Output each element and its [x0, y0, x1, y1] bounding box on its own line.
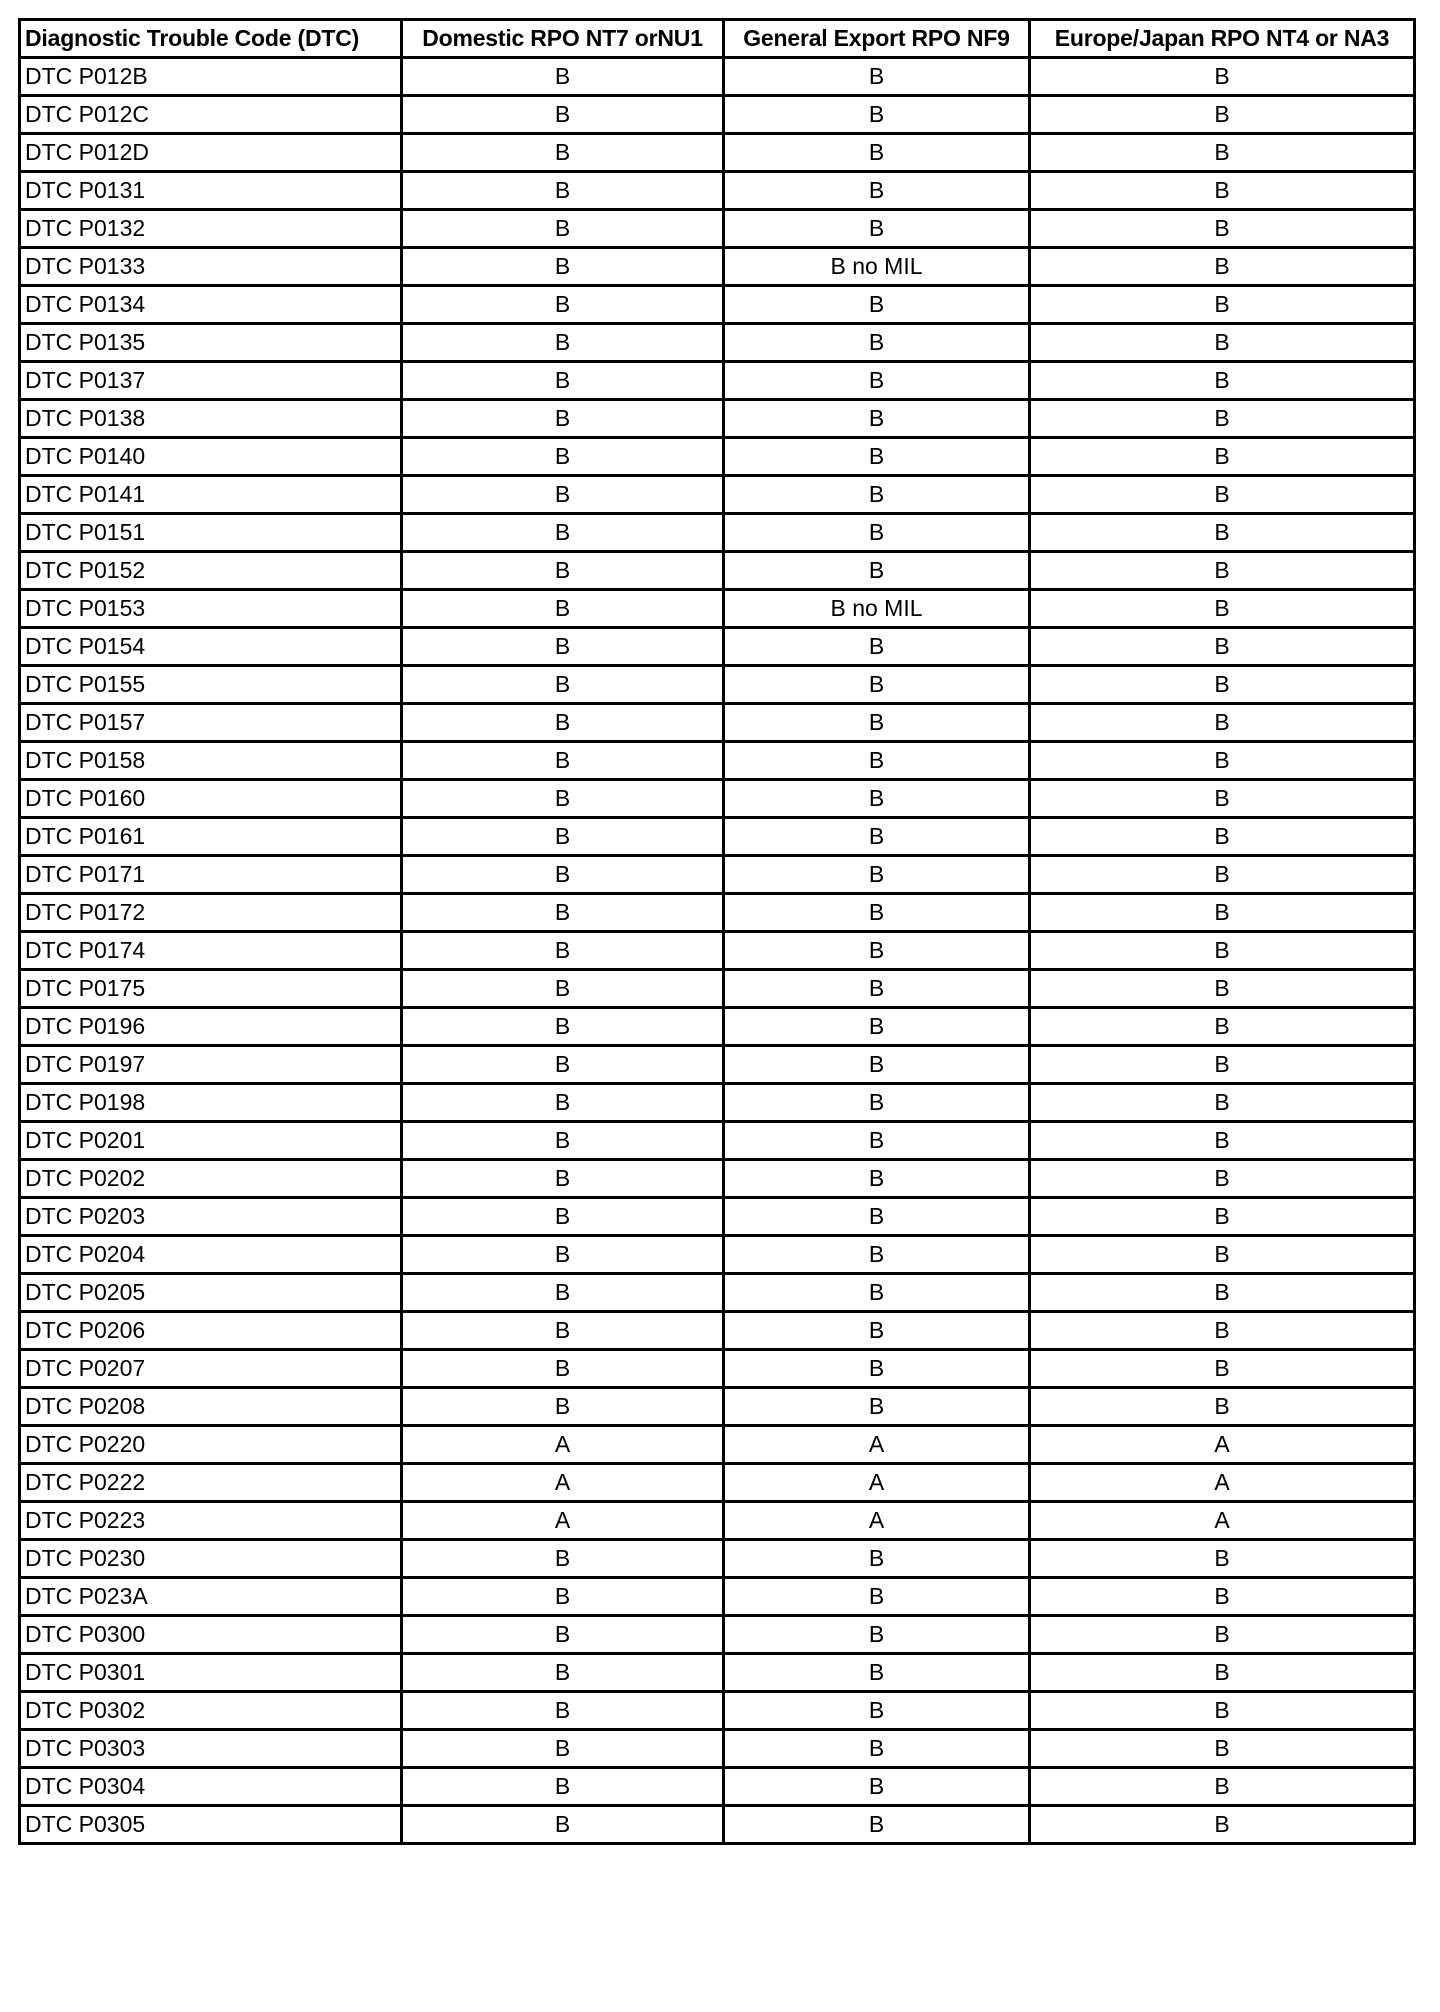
- dtc-code-cell: DTC P0138: [20, 400, 402, 438]
- europe-japan-cell: B: [1030, 324, 1415, 362]
- domestic-cell: B: [402, 1008, 724, 1046]
- dtc-code-cell: DTC P0304: [20, 1768, 402, 1806]
- europe-japan-cell: B: [1030, 514, 1415, 552]
- general-export-cell: B: [724, 742, 1030, 780]
- table-row: [20, 362, 1415, 400]
- dtc-code-cell: DTC P0302: [20, 1692, 402, 1730]
- table-row: [20, 1654, 1415, 1692]
- table-row: [20, 1160, 1415, 1198]
- dtc-code-cell: DTC P0305: [20, 1806, 402, 1844]
- europe-japan-cell: A: [1030, 1464, 1415, 1502]
- general-export-cell: B: [724, 1084, 1030, 1122]
- table-row: [20, 1274, 1415, 1312]
- general-export-cell: B: [724, 1540, 1030, 1578]
- europe-japan-cell: B: [1030, 1046, 1415, 1084]
- europe-japan-cell: B: [1030, 476, 1415, 514]
- table-row: [20, 248, 1415, 286]
- general-export-cell: B: [724, 172, 1030, 210]
- dtc-code-cell: DTC P0207: [20, 1350, 402, 1388]
- dtc-code-cell: DTC P0174: [20, 932, 402, 970]
- domestic-cell: B: [402, 58, 724, 96]
- dtc-code-cell: DTC P0204: [20, 1236, 402, 1274]
- header-row: [20, 20, 1415, 58]
- europe-japan-cell: B: [1030, 1312, 1415, 1350]
- europe-japan-cell: B: [1030, 1198, 1415, 1236]
- dtc-code-cell: DTC P0171: [20, 856, 402, 894]
- domestic-cell: B: [402, 286, 724, 324]
- general-export-cell: B: [724, 1274, 1030, 1312]
- dtc-code-cell: DTC P0206: [20, 1312, 402, 1350]
- table-row: [20, 1806, 1415, 1844]
- table-row: [20, 894, 1415, 932]
- domestic-cell: B: [402, 96, 724, 134]
- domestic-cell: B: [402, 1654, 724, 1692]
- dtc-code-cell: DTC P0154: [20, 628, 402, 666]
- domestic-cell: B: [402, 1160, 724, 1198]
- dtc-code-cell: DTC P023A: [20, 1578, 402, 1616]
- domestic-cell: B: [402, 856, 724, 894]
- table-row: [20, 932, 1415, 970]
- table-row: [20, 286, 1415, 324]
- general-export-cell: B: [724, 58, 1030, 96]
- dtc-code-cell: DTC P0222: [20, 1464, 402, 1502]
- domestic-cell: B: [402, 894, 724, 932]
- table-row: [20, 324, 1415, 362]
- general-export-cell: B: [724, 1236, 1030, 1274]
- dtc-code-cell: DTC P0205: [20, 1274, 402, 1312]
- europe-japan-cell: B: [1030, 780, 1415, 818]
- domestic-cell: B: [402, 590, 724, 628]
- domestic-cell: B: [402, 666, 724, 704]
- domestic-cell: A: [402, 1426, 724, 1464]
- europe-japan-cell: B: [1030, 438, 1415, 476]
- europe-japan-cell: A: [1030, 1426, 1415, 1464]
- dtc-code-cell: DTC P0230: [20, 1540, 402, 1578]
- general-export-cell: B: [724, 856, 1030, 894]
- domestic-cell: B: [402, 210, 724, 248]
- general-export-cell: B: [724, 932, 1030, 970]
- dtc-code-cell: DTC P0208: [20, 1388, 402, 1426]
- table-row: [20, 476, 1415, 514]
- table-row: [20, 628, 1415, 666]
- table-header: [20, 20, 1415, 58]
- general-export-cell: B no MIL: [724, 248, 1030, 286]
- header-europe-japan: Europe/Japan RPO NT4 or NA3: [1030, 20, 1415, 58]
- dtc-code-cell: DTC P0137: [20, 362, 402, 400]
- europe-japan-cell: B: [1030, 1806, 1415, 1844]
- table-row: [20, 856, 1415, 894]
- dtc-code-cell: DTC P0172: [20, 894, 402, 932]
- domestic-cell: B: [402, 1730, 724, 1768]
- table-row: [20, 704, 1415, 742]
- europe-japan-cell: B: [1030, 856, 1415, 894]
- table-row: [20, 1616, 1415, 1654]
- table-row: [20, 1198, 1415, 1236]
- table-row: [20, 1388, 1415, 1426]
- dtc-code-cell: DTC P012C: [20, 96, 402, 134]
- general-export-cell: B: [724, 704, 1030, 742]
- domestic-cell: B: [402, 1692, 724, 1730]
- general-export-cell: B: [724, 552, 1030, 590]
- general-export-cell: B: [724, 1388, 1030, 1426]
- europe-japan-cell: A: [1030, 1502, 1415, 1540]
- general-export-cell: B: [724, 1730, 1030, 1768]
- domestic-cell: A: [402, 1502, 724, 1540]
- table-row: [20, 1464, 1415, 1502]
- dtc-code-cell: DTC P012D: [20, 134, 402, 172]
- domestic-cell: B: [402, 628, 724, 666]
- dtc-code-cell: DTC P0152: [20, 552, 402, 590]
- domestic-cell: B: [402, 134, 724, 172]
- europe-japan-cell: B: [1030, 210, 1415, 248]
- general-export-cell: B: [724, 1692, 1030, 1730]
- dtc-code-cell: DTC P0151: [20, 514, 402, 552]
- general-export-cell: B: [724, 666, 1030, 704]
- dtc-code-cell: DTC P0157: [20, 704, 402, 742]
- domestic-cell: B: [402, 1122, 724, 1160]
- dtc-code-cell: DTC P012B: [20, 58, 402, 96]
- dtc-code-cell: DTC P0135: [20, 324, 402, 362]
- domestic-cell: B: [402, 476, 724, 514]
- domestic-cell: B: [402, 1084, 724, 1122]
- general-export-cell: B: [724, 818, 1030, 856]
- table-row: [20, 134, 1415, 172]
- table-row: [20, 970, 1415, 1008]
- table-row: [20, 1084, 1415, 1122]
- general-export-cell: A: [724, 1426, 1030, 1464]
- europe-japan-cell: B: [1030, 552, 1415, 590]
- dtc-code-cell: DTC P0133: [20, 248, 402, 286]
- table-row: [20, 742, 1415, 780]
- general-export-cell: B: [724, 780, 1030, 818]
- domestic-cell: B: [402, 514, 724, 552]
- domestic-cell: B: [402, 1312, 724, 1350]
- general-export-cell: B: [724, 286, 1030, 324]
- header-general-export: General Export RPO NF9: [724, 20, 1030, 58]
- general-export-cell: B no MIL: [724, 590, 1030, 628]
- europe-japan-cell: B: [1030, 1692, 1415, 1730]
- general-export-cell: B: [724, 96, 1030, 134]
- general-export-cell: B: [724, 400, 1030, 438]
- general-export-cell: B: [724, 134, 1030, 172]
- domestic-cell: B: [402, 1616, 724, 1654]
- europe-japan-cell: B: [1030, 1160, 1415, 1198]
- europe-japan-cell: B: [1030, 1578, 1415, 1616]
- dtc-code-cell: DTC P0131: [20, 172, 402, 210]
- table-row: [20, 1312, 1415, 1350]
- general-export-cell: B: [724, 1122, 1030, 1160]
- table-body: [20, 58, 1415, 1844]
- general-export-cell: B: [724, 970, 1030, 1008]
- europe-japan-cell: B: [1030, 134, 1415, 172]
- general-export-cell: B: [724, 1008, 1030, 1046]
- dtc-code-cell: DTC P0161: [20, 818, 402, 856]
- table-row: [20, 818, 1415, 856]
- europe-japan-cell: B: [1030, 894, 1415, 932]
- general-export-cell: B: [724, 1578, 1030, 1616]
- table-row: [20, 1768, 1415, 1806]
- dtc-code-cell: DTC P0158: [20, 742, 402, 780]
- domestic-cell: B: [402, 932, 724, 970]
- header-domestic: Domestic RPO NT7 orNU1: [402, 20, 724, 58]
- domestic-cell: B: [402, 780, 724, 818]
- general-export-cell: B: [724, 1312, 1030, 1350]
- dtc-code-cell: DTC P0220: [20, 1426, 402, 1464]
- table-row: [20, 1730, 1415, 1768]
- europe-japan-cell: B: [1030, 742, 1415, 780]
- dtc-code-cell: DTC P0132: [20, 210, 402, 248]
- dtc-code-cell: DTC P0155: [20, 666, 402, 704]
- general-export-cell: B: [724, 514, 1030, 552]
- domestic-cell: B: [402, 362, 724, 400]
- general-export-cell: B: [724, 1350, 1030, 1388]
- table-row: [20, 1350, 1415, 1388]
- table-row: [20, 438, 1415, 476]
- dtc-code-cell: DTC P0223: [20, 1502, 402, 1540]
- europe-japan-cell: B: [1030, 1350, 1415, 1388]
- domestic-cell: B: [402, 1274, 724, 1312]
- general-export-cell: B: [724, 894, 1030, 932]
- general-export-cell: B: [724, 1806, 1030, 1844]
- domestic-cell: B: [402, 552, 724, 590]
- europe-japan-cell: B: [1030, 172, 1415, 210]
- general-export-cell: B: [724, 1160, 1030, 1198]
- domestic-cell: B: [402, 1388, 724, 1426]
- europe-japan-cell: B: [1030, 590, 1415, 628]
- domestic-cell: B: [402, 742, 724, 780]
- table-row: [20, 1008, 1415, 1046]
- domestic-cell: B: [402, 704, 724, 742]
- dtc-code-cell: DTC P0196: [20, 1008, 402, 1046]
- dtc-code-cell: DTC P0141: [20, 476, 402, 514]
- general-export-cell: B: [724, 438, 1030, 476]
- dtc-code-cell: DTC P0134: [20, 286, 402, 324]
- table-row: [20, 1236, 1415, 1274]
- dtc-code-cell: DTC P0175: [20, 970, 402, 1008]
- domestic-cell: B: [402, 1236, 724, 1274]
- europe-japan-cell: B: [1030, 400, 1415, 438]
- dtc-code-cell: DTC P0198: [20, 1084, 402, 1122]
- europe-japan-cell: B: [1030, 1236, 1415, 1274]
- table-row: [20, 210, 1415, 248]
- europe-japan-cell: B: [1030, 970, 1415, 1008]
- europe-japan-cell: B: [1030, 1388, 1415, 1426]
- table-row: [20, 1046, 1415, 1084]
- europe-japan-cell: B: [1030, 96, 1415, 134]
- europe-japan-cell: B: [1030, 1654, 1415, 1692]
- general-export-cell: B: [724, 1616, 1030, 1654]
- domestic-cell: B: [402, 1540, 724, 1578]
- domestic-cell: B: [402, 1350, 724, 1388]
- domestic-cell: B: [402, 970, 724, 1008]
- dtc-code-cell: DTC P0301: [20, 1654, 402, 1692]
- domestic-cell: A: [402, 1464, 724, 1502]
- table-row: [20, 1122, 1415, 1160]
- dtc-code-cell: DTC P0197: [20, 1046, 402, 1084]
- domestic-cell: B: [402, 438, 724, 476]
- domestic-cell: B: [402, 1578, 724, 1616]
- dtc-code-cell: DTC P0303: [20, 1730, 402, 1768]
- europe-japan-cell: B: [1030, 1008, 1415, 1046]
- europe-japan-cell: B: [1030, 1768, 1415, 1806]
- general-export-cell: B: [724, 362, 1030, 400]
- header-dtc: Diagnostic Trouble Code (DTC): [20, 20, 402, 58]
- europe-japan-cell: B: [1030, 1730, 1415, 1768]
- europe-japan-cell: B: [1030, 1540, 1415, 1578]
- dtc-code-cell: DTC P0160: [20, 780, 402, 818]
- general-export-cell: A: [724, 1502, 1030, 1540]
- table-row: [20, 400, 1415, 438]
- table-row: [20, 58, 1415, 96]
- domestic-cell: B: [402, 1046, 724, 1084]
- general-export-cell: B: [724, 476, 1030, 514]
- europe-japan-cell: B: [1030, 248, 1415, 286]
- dtc-code-cell: DTC P0202: [20, 1160, 402, 1198]
- table-row: [20, 172, 1415, 210]
- europe-japan-cell: B: [1030, 628, 1415, 666]
- domestic-cell: B: [402, 248, 724, 286]
- table-row: [20, 96, 1415, 134]
- europe-japan-cell: B: [1030, 932, 1415, 970]
- general-export-cell: A: [724, 1464, 1030, 1502]
- dtc-table: [18, 18, 1416, 1845]
- dtc-code-cell: DTC P0140: [20, 438, 402, 476]
- europe-japan-cell: B: [1030, 666, 1415, 704]
- table-row: [20, 1692, 1415, 1730]
- domestic-cell: B: [402, 1198, 724, 1236]
- domestic-cell: B: [402, 172, 724, 210]
- europe-japan-cell: B: [1030, 1274, 1415, 1312]
- general-export-cell: B: [724, 210, 1030, 248]
- dtc-code-cell: DTC P0300: [20, 1616, 402, 1654]
- table-row: [20, 780, 1415, 818]
- general-export-cell: B: [724, 1046, 1030, 1084]
- europe-japan-cell: B: [1030, 58, 1415, 96]
- domestic-cell: B: [402, 400, 724, 438]
- table-row: [20, 590, 1415, 628]
- table-row: [20, 1426, 1415, 1464]
- dtc-code-cell: DTC P0153: [20, 590, 402, 628]
- europe-japan-cell: B: [1030, 362, 1415, 400]
- table-row: [20, 1540, 1415, 1578]
- domestic-cell: B: [402, 1806, 724, 1844]
- europe-japan-cell: B: [1030, 1616, 1415, 1654]
- europe-japan-cell: B: [1030, 286, 1415, 324]
- table-row: [20, 1502, 1415, 1540]
- general-export-cell: B: [724, 324, 1030, 362]
- domestic-cell: B: [402, 1768, 724, 1806]
- general-export-cell: B: [724, 1768, 1030, 1806]
- europe-japan-cell: B: [1030, 1122, 1415, 1160]
- europe-japan-cell: B: [1030, 704, 1415, 742]
- dtc-code-cell: DTC P0203: [20, 1198, 402, 1236]
- europe-japan-cell: B: [1030, 818, 1415, 856]
- domestic-cell: B: [402, 818, 724, 856]
- general-export-cell: B: [724, 1198, 1030, 1236]
- table-row: [20, 552, 1415, 590]
- domestic-cell: B: [402, 324, 724, 362]
- europe-japan-cell: B: [1030, 1084, 1415, 1122]
- table-row: [20, 514, 1415, 552]
- dtc-code-cell: DTC P0201: [20, 1122, 402, 1160]
- table-row: [20, 666, 1415, 704]
- table-row: [20, 1578, 1415, 1616]
- general-export-cell: B: [724, 628, 1030, 666]
- general-export-cell: B: [724, 1654, 1030, 1692]
